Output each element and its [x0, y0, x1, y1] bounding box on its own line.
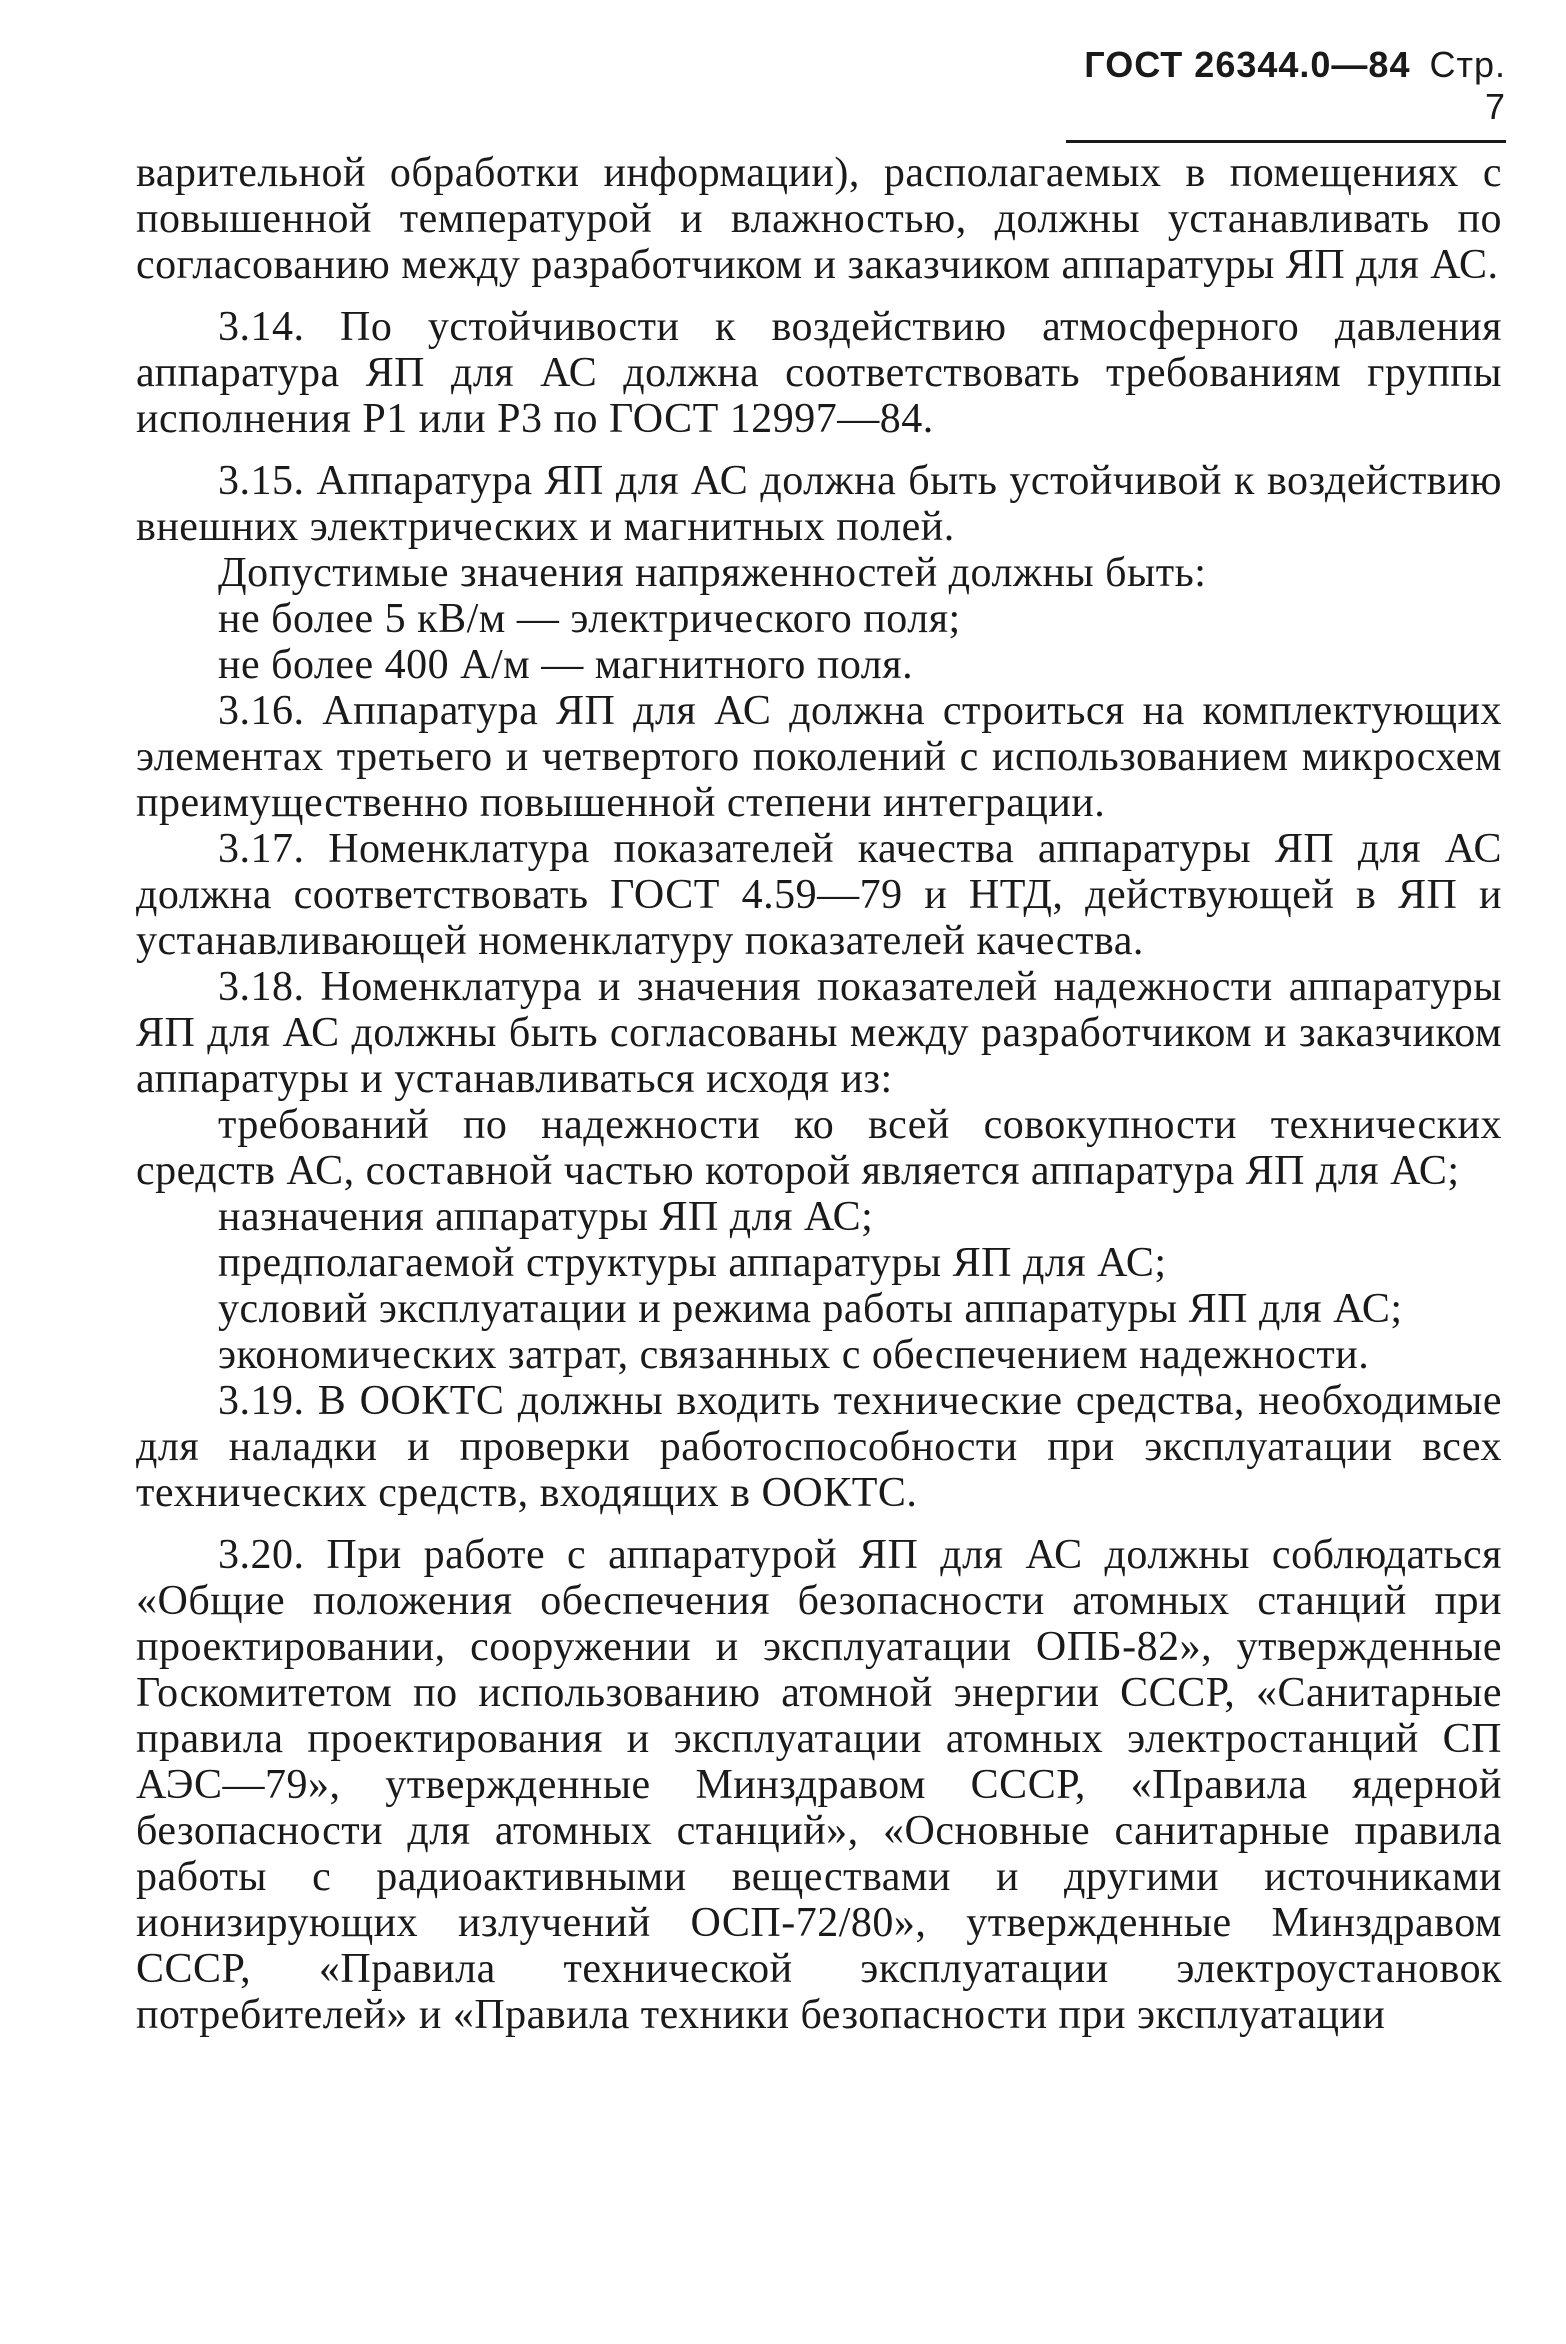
clause-3-18-item-requirements: требований по надежности ко всей совокупности технических средств АС, составной частью которой является аппаратура ЯП для АС; — [136, 1102, 1502, 1194]
clause-3-16: 3.16. Аппаратура ЯП для АС должна строиться на комплектующих элементах третьего и четвертого поколений с использованием микросхем преимущественно повышенной степени интеграции. — [136, 688, 1502, 826]
clause-3-15-intro: Допустимые значения напряженностей должны быть: — [218, 550, 1207, 596]
clause-3-15: 3.15. Аппаратура ЯП для АС должна быть устойчивой к воздействию внешних электрических и магнитных полей. — [136, 458, 1502, 550]
clause-3-18-item-purpose: назначения аппаратуры ЯП для АС; — [218, 1194, 874, 1240]
clause-3-17: 3.17. Номенклатура показателей качества аппаратуры ЯП для АС должна соответствовать ГОСТ 4.59—79 и НТД, действующей в ЯП и устанавливающей номенклатуру показателей качества. — [136, 826, 1502, 964]
paragraph-continuation: варительной обработки информации), располагаемых в помещениях с повышенной температурой и влажностью, должны устанавливать по согласованию между разработчиком и заказчиком аппаратуры ЯП для АС. — [136, 150, 1502, 288]
clause-3-18-item-costs: экономических затрат, связанных с обеспечением надежности. — [218, 1332, 1370, 1378]
clause-3-14: 3.14. По устойчивости к воздействию атмосферного давления аппаратура ЯП для АС должна соответствовать требованиям группы исполнения Р1 или Р3 по ГОСТ 12997—84. — [136, 304, 1502, 442]
clause-3-18-item-conditions: условий эксплуатации и режима работы аппаратуры ЯП для АС; — [218, 1286, 1403, 1332]
clause-3-20: 3.20. При работе с аппаратурой ЯП для АС должны соблюдаться «Общие положения обеспечения безопасности атомных станций при проектировании, сооружении и эксплуатации ОПБ-82», утвержденные Госкомитетом по использованию атомной энергии СССР, «Санитарные правила проектирования и эксплуатации атомных электростанций СП АЭС—79», утвержденные Минздравом СССР, «Правила ядерной безопасности для атомных станций», «Основные санитарные правила работы с радиоактивными веществами и другими источниками ионизирующих излучений ОСП-72/80», утвержденные Минздравом СССР, «Правила технической эксплуатации электроустановок потребителей» и «Правила техники безопасности при эксплуатации — [136, 1532, 1502, 2038]
clause-3-15-item-electric: не более 5 кВ/м — электрического поля; — [218, 596, 961, 642]
document-body — [136, 150, 1502, 2038]
clause-3-19: 3.19. В ООКТС должны входить технические средства, необходимые для наладки и проверки работоспособности при эксплуатации всех технических средств, входящих в ООКТС. — [136, 1378, 1502, 1516]
clause-3-18-item-structure: предполагаемой структуры аппаратуры ЯП для АС; — [218, 1240, 1167, 1286]
page-header — [1066, 44, 1506, 143]
clause-3-15-item-magnetic: не более 400 А/м — магнитного поля. — [218, 642, 914, 688]
page-number: Стр. 7 — [1429, 44, 1506, 127]
clause-3-18: 3.18. Номенклатура и значения показателей надежности аппаратуры ЯП для АС должны быть согласованы между разработчиком и заказчиком аппаратуры и устанавливаться исходя из: — [136, 964, 1502, 1102]
standard-number: ГОСТ 26344.0—84 — [1084, 44, 1411, 85]
